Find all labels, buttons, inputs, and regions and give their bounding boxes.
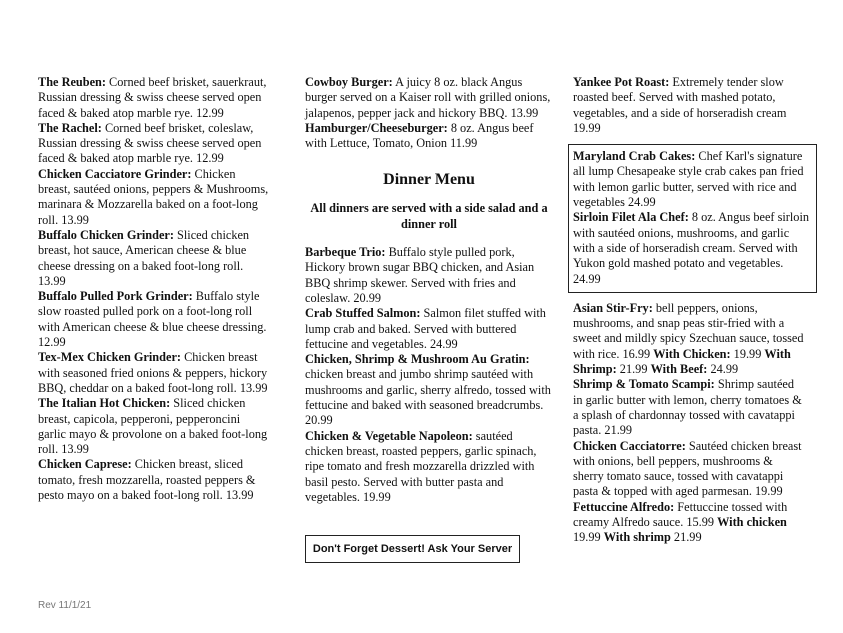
menu-item-fettuccine-alfredo [573,500,805,546]
item-name: The Italian Hot Chicken: [38,396,171,411]
menu-item-barbeque-trio [305,245,553,306]
item-description: Chicken breast, sliced tomato, fresh mozzarella, roasted peppers & pesto mayo on a baked foot-long roll. 13.99 [38,457,256,503]
item-description: Buffalo style pulled pork, Hickory brown sugar BBQ chicken, and Asian BBQ shrimp skewer. Served with fries and coleslaw. 20.99 [305,245,535,305]
item-name: Fettuccine Alfredo: [573,499,675,514]
menu-item-buffalo-chicken-grinder [38,228,270,289]
item-name: Asian Stir-Fry: [573,300,653,315]
dessert-note-box: Don't Forget Dessert! Ask Your Server [305,535,520,563]
item-name: Sirloin Filet Ala Chef: [573,210,689,225]
burger-dinner-column [305,75,553,505]
item-name: Hamburger/Cheeseburger: [305,120,448,135]
menu-item-chicken-cacciatore-grinder [38,167,270,228]
item-name: Barbeque Trio: [305,245,386,260]
item-name: Cowboy Burger: [305,75,393,89]
item-description: sautéed chicken breast, roasted peppers, garlic spinach, ripe tomato and fresh mozzarella drizzled with basil pesto. Served with butter pasta and vegetables. 19.99 [305,428,537,504]
item-name: Shrimp & Tomato Scampi: [573,377,715,392]
item-description: bell peppers, onions, mushrooms, and snap peas stir-fried with a sweet and mildly spicy Szechuan sauce, tossed with rice. 16.99 [573,300,804,361]
item-name: The Rachel: [38,120,102,135]
item-name: Yankee Pot Roast: [573,75,670,89]
menu-item-sirloin-filet [573,210,812,286]
option-label: With Beef: [650,362,708,377]
item-description: 8 oz. Angus beef with Lettuce, Tomato, Onion 11.99 [305,120,534,151]
item-description: Chef Karl's signature all lump Chesapeake style crab cakes pan fried with lemon garlic butter, served with rice and vegetables 24.99 [573,149,804,210]
menu-item-chicken-cacciatorre [573,439,805,500]
item-description: Fettuccine tossed with creamy Alfredo sauce. 15.99 [573,499,788,530]
menu-item-tex-mex-chicken-grinder [38,350,270,396]
item-description: Corned beef brisket, coleslaw, Russian dressing & swiss cheese served open faced & baked atop marble rye. 12.99 [38,120,262,166]
option-price: 21.99 [670,530,702,545]
menu-item-yankee-pot-roast [573,75,805,136]
item-description: Shrimp sautéed in garlic butter with lemon, cherry tomatoes & a splash of chardonnay tossed with cavatappi pasta. 21.99 [573,377,802,438]
option-price: 24.99 [707,362,739,377]
item-name: Chicken Caprese: [38,457,132,472]
option-label: With Chicken: [653,346,731,361]
menu-item-maryland-crab-cakes [573,149,812,210]
menu-item-au-gratin [305,352,553,428]
item-name: Chicken & Vegetable Napoleon: [305,428,473,443]
sandwich-column [38,75,270,503]
item-description: chicken breast and jumbo shrimp sautéed with mushrooms and garlic, sherry alfredo, tossed with fettucine and baked with seasoned breadcrumbs. 20.99 [305,367,551,428]
item-description: A juicy 8 oz. black Angus burger served on a Kaiser roll with grilled onions, jalapenos, pepper jack and hickory BBQ. 13.99 [305,75,551,120]
item-description: Salmon filet stuffed with lump crab and baked. Served with buttered fettucine and vegetables. 24.99 [305,306,546,351]
item-description: Corned beef brisket, sauerkraut, Russian dressing & swiss cheese served open faced & baked atop marble rye. 12.99 [38,75,267,120]
menu-item-buffalo-pulled-pork-grinder [38,289,270,350]
item-description: Extremely tender slow roasted beef. Served with mashed potato, vegetables, and a side of horseradish cream 19.99 [573,75,787,135]
option-price: 21.99 [616,362,651,377]
menu-item-cowboy-burger [305,75,553,121]
menu-item-chicken-caprese [38,457,270,503]
entree-column [573,75,810,546]
item-name: Chicken Cacciatorre: [573,438,686,453]
item-description: 8 oz. Angus beef sirloin with sautéed onions, mushrooms, and garlic with a side of horseradish cream. Served with Yukon gold mashed potato and vegetables. 24.99 [573,210,810,286]
menu-item-rachel [38,121,270,167]
menu-item-italian-hot-chicken [38,396,270,457]
item-description: Buffalo style slow roasted pulled pork on a foot-long roll with American cheese & blue cheese dressing. 12.99 [38,289,267,350]
item-name: Crab Stuffed Salmon: [305,306,421,321]
option-label: With chicken [717,515,787,530]
dinner-subtitle: All dinners are served with a side salad and a dinner roll [310,201,548,231]
menu-item-hamburger [305,121,553,152]
item-name: Maryland Crab Cakes: [573,149,696,164]
item-name: Chicken Cacciatore Grinder: [38,166,192,181]
menu-item-asian-stir-fry [573,301,805,377]
menu-item-shrimp-tomato-scampi [573,377,805,438]
dinner-menu-heading: Dinner Menu [383,171,475,189]
item-name: Buffalo Pulled Pork Grinder: [38,289,193,304]
menu-item-reuben [38,75,270,121]
item-description: Chicken breast, sautéed onions, peppers & Mushrooms, marinara & Mozzarella baked on a foot-long roll. 13.99 [38,166,269,227]
menu-item-crab-stuffed-salmon [305,306,553,352]
item-description: Chicken breast with seasoned fried onions & peppers, hickory BBQ, cheddar on a baked foot-long roll. 13.99 [38,350,268,395]
revision-date: Rev 11/1/21 [38,600,92,611]
item-description: Sliced chicken breast, capicola, pepperoni, pepperoncini garlic mayo & provolone on a baked foot-long roll. 13.99 [38,396,268,457]
featured-items-box [568,144,817,293]
item-name: Chicken, Shrimp & Mushroom Au Gratin: [305,352,530,367]
option-price: 19.99 [730,346,765,361]
item-name: The Reuben: [38,75,106,89]
menu-item-napoleon [305,429,553,505]
item-description: Sliced chicken breast, hot sauce, American cheese & blue cheese dressing on a baked foot-long roll. 13.99 [38,227,250,288]
option-label: With shrimp [603,530,671,545]
option-label: With Shrimp: [573,346,791,377]
item-name: Buffalo Chicken Grinder: [38,227,174,242]
item-description: Sautéed chicken breast with onions, bell peppers, mushrooms & sherry tomato sauce, tossed with cavatappi pasta & topped with aged parmesan. 19.99 [573,438,802,499]
item-name: Tex-Mex Chicken Grinder: [38,350,181,365]
option-price: 19.99 [573,530,604,545]
